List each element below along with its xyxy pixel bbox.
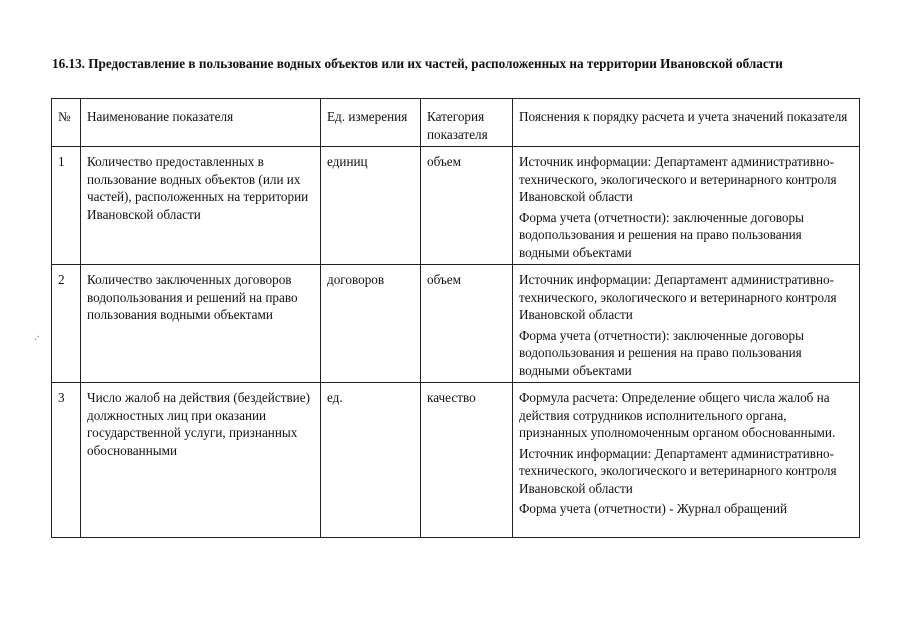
header-number: № xyxy=(52,99,81,147)
row-category: качество xyxy=(421,383,513,538)
row-number: 1 xyxy=(52,147,81,265)
explanation-source: Источник информации: Департамент административно-технического, экологического и ветеринарного контроля Ивановской области xyxy=(519,445,837,496)
table-row xyxy=(52,383,860,538)
table-header-row xyxy=(52,99,860,147)
row-name: Число жалоб на действия (бездействие) должностных лиц при оказании государственной услуги, признанных обоснованными xyxy=(81,383,321,538)
row-number: 3 xyxy=(52,383,81,538)
header-unit: Ед. измерения xyxy=(321,99,421,147)
table-row xyxy=(52,147,860,265)
row-name: Количество заключенных договоров водопользования и решений на право пользования водными объектами xyxy=(81,265,321,383)
explanation-form: Форма учета (отчетности): заключенные договоры водопользования и решения на право пользования водными объектами xyxy=(519,327,804,378)
row-number: 2 xyxy=(52,265,81,383)
explanation-formula: Формула расчета: Определение общего числа жалоб на действия сотрудников исполнительного органа, признанных уполномоченным органом обоснованными. xyxy=(519,390,836,440)
table-row xyxy=(52,265,860,383)
section-heading: 16.13. Предоставление в пользование водных объектов или их частей, расположенных на территории Ивановской области xyxy=(52,56,783,71)
header-category: Категория показателя xyxy=(421,99,513,147)
row-name: Количество предоставленных в пользование водных объектов (или их частей), расположенных на территории Ивановской области xyxy=(81,147,321,265)
row-category: объем xyxy=(421,265,513,383)
header-explanation: Пояснения к порядку расчета и учета значений показателя xyxy=(513,99,860,147)
explanation-source: Источник информации: Департамент административно-технического, экологического и ветеринарного контроля Ивановской области xyxy=(519,272,837,322)
header-name: Наименование показателя xyxy=(81,99,321,147)
row-unit: единиц xyxy=(321,147,421,265)
explanation-form: Форма учета (отчетности): заключенные договоры водопользования и решения на право пользования водными объектами xyxy=(519,209,804,260)
row-explanation xyxy=(513,383,860,538)
indicators-table xyxy=(51,98,860,538)
row-explanation xyxy=(513,265,860,383)
row-unit: ед. xyxy=(321,383,421,538)
explanation-form: Форма учета (отчетности) - Журнал обращений xyxy=(519,501,788,516)
row-explanation xyxy=(513,147,860,265)
row-category: объем xyxy=(421,147,513,265)
explanation-source: Источник информации: Департамент административно-технического, экологического и ветеринарного контроля Ивановской области xyxy=(519,154,837,204)
row-unit: договоров xyxy=(321,265,421,383)
scan-artifact: .· xyxy=(34,332,40,343)
